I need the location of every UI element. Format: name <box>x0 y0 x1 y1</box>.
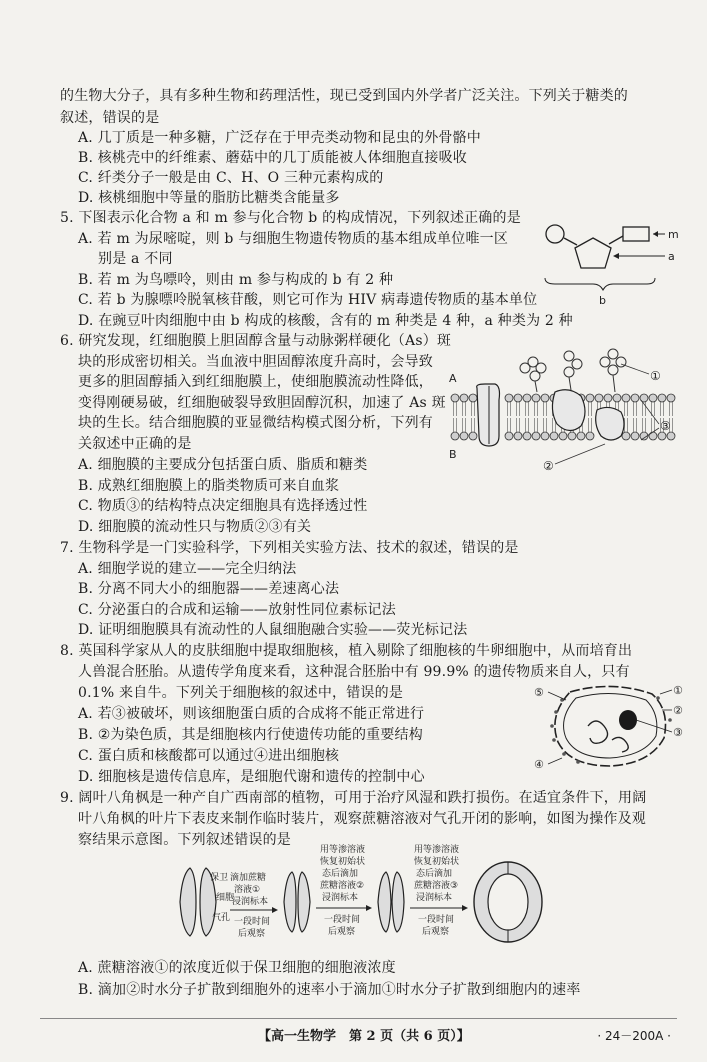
q5-option-b: B. 若 m 为鸟嘌呤，则由 m 参与构成的 b 有 2 种 <box>78 272 394 288</box>
phospholipid-head <box>568 432 576 440</box>
phospholipid-head <box>658 394 666 402</box>
q9-option-b: B. 滴加②时水分子扩散到细胞外的速率小于滴加①时水分子扩散到细胞内的速率 <box>78 982 581 998</box>
q4-option-a: A. 几丁质是一种多糖，广泛存在于甲壳类动物和昆虫的外骨骼中 <box>78 130 482 146</box>
q8-stem-line3: 0.1% 来自牛。下列关于细胞核的叙述中，错误的是 <box>78 685 404 701</box>
step2-line2: 恢复初始状 <box>320 857 366 867</box>
q9-stem-line1: 9. 阔叶八角枫是一种产自广西南部的植物，可用于治疗风湿和跌打损伤。在适宜条件下，用阔 <box>60 790 647 806</box>
phospholipid-head <box>451 394 459 402</box>
step1-line1: 滴加蔗糖 <box>230 873 267 883</box>
q7-stem: 7. 生物科学是一门实验科学，下列相关实验方法、技术的叙述，错误的是 <box>60 540 519 556</box>
q4-stem-line1: 的生物大分子，具有多种生物和药理活性，现已受到国内外学者广泛关注。下列关于糖类的 <box>60 88 628 104</box>
footer-page-info: 【高一生物学 第 2 页（共 6 页）】 <box>258 1029 470 1044</box>
q6-option-b: B. 成熟红细胞膜上的脂类物质可来自血浆 <box>78 478 340 494</box>
phospholipid-head <box>505 432 513 440</box>
q6-stem-line6: 关叙述中正确的是 <box>78 436 192 452</box>
label-xibao: 细胞 <box>216 893 235 903</box>
q7-option-c: C. 分泌蛋白的合成和运输——放射性同位素标记法 <box>78 602 396 618</box>
q5-stem: 5. 下图表示化合物 a 和 m 参与化合物 b 的构成情况，下列叙述正确的是 <box>60 210 521 226</box>
footer-exam-code: · 24－200A · <box>597 1029 671 1043</box>
q5-option-d: D. 在豌豆叶肉细胞中由 b 构成的核酸，含有的 m 种类是 4 种，a 种类为 2 种 <box>78 313 573 329</box>
phospholipid-head <box>523 432 531 440</box>
phospholipid-head <box>649 394 657 402</box>
phospholipid-head <box>550 432 558 440</box>
q9-option-a: A. 蔗糖溶液①的浓度近似于保卫细胞的细胞液浓度 <box>78 960 396 976</box>
step2-line3: 态后滴加 <box>322 869 359 879</box>
phospholipid-head <box>514 432 522 440</box>
q6-option-a: A. 细胞膜的主要成分包括蛋白质、脂质和糖类 <box>78 457 368 473</box>
q6-stem-line2: 块的形成密切相关。当血液中胆固醇浓度升高时，会导致 <box>78 354 433 370</box>
phospholipid-head <box>649 432 657 440</box>
label-qikong: 气孔 <box>212 913 231 923</box>
stomata-experiment-diagram <box>170 840 550 950</box>
label-2: ② <box>673 704 683 717</box>
step2-line1: 用等渗溶液 <box>320 845 366 855</box>
q8-option-d: D. 细胞核是遗传信息库，是细胞代谢和遗传的控制中心 <box>78 769 425 785</box>
phospholipid-head <box>469 394 477 402</box>
q4-stem-line2: 叙述，错误的是 <box>60 110 160 126</box>
phospholipid-head <box>559 432 567 440</box>
step1-line2: 溶液① <box>234 885 261 895</box>
phospholipid-head <box>532 394 540 402</box>
phospholipid-head <box>595 394 603 402</box>
cell-membrane-diagram <box>445 340 685 475</box>
q5-option-a-line1: A. 若 m 为尿嘧啶，则 b 与细胞生物遗传物质的基本组成单位唯一区 <box>78 231 509 247</box>
label-b: b <box>599 294 606 307</box>
q8-option-c: C. 蛋白质和核酸都可以通过④进出细胞核 <box>78 748 340 764</box>
label-1: ① <box>650 369 661 383</box>
label-baowei: 保卫 <box>210 873 229 883</box>
q4-option-d: D. 核桃细胞中等量的脂肪比糖类含能量多 <box>78 190 340 206</box>
phospholipid-head <box>460 394 468 402</box>
nucleotide-diagram <box>535 218 685 308</box>
q6-stem-line3: 更多的胆固醇插入到红细胞膜上，使细胞膜流动性降低， <box>78 374 433 390</box>
q6-option-d: D. 细胞膜的流动性只与物质②③有关 <box>78 519 312 535</box>
time2-line2: 后观察 <box>328 927 356 937</box>
q4-option-b: B. 核桃壳中的纤维素、蘑菇中的几丁质能被人体细胞直接吸收 <box>78 150 467 166</box>
footer-divider <box>40 1018 677 1019</box>
step3-line4: 蔗糖溶液③ <box>414 881 459 891</box>
phospholipid-head <box>451 432 459 440</box>
q6-stem-line4: 变得刚硬易破，红细胞破裂导致胆固醇沉积，加速了 As 斑 <box>78 395 446 411</box>
phospholipid-head <box>622 432 630 440</box>
step3-line5: 浸润标本 <box>416 893 453 903</box>
label-2: ② <box>543 459 554 473</box>
step2-line5: 浸润标本 <box>322 893 359 903</box>
q7-option-d: D. 证明细胞膜具有流动性的人鼠细胞融合实验——荧光标记法 <box>78 622 468 638</box>
phospholipid-head <box>523 394 531 402</box>
phospholipid-head <box>622 394 630 402</box>
q9-stem-line3: 察结果示意图。下列叙述错误的是 <box>78 832 291 848</box>
q6-stem-line1: 6. 研究发现，红细胞膜上胆固醇含量与动脉粥样硬化（As）斑 <box>60 333 452 349</box>
step2-line4: 蔗糖溶液② <box>320 881 365 891</box>
label-side-a: A <box>449 372 457 385</box>
step1-line3: 浸润标本 <box>232 897 269 907</box>
phospholipid-head <box>514 394 522 402</box>
phospholipid-head <box>469 432 477 440</box>
label-3: ③ <box>673 726 683 739</box>
phospholipid-head <box>658 432 666 440</box>
nucleus-diagram <box>532 680 687 770</box>
phospholipid-head <box>631 432 639 440</box>
time3-line2: 后观察 <box>422 927 450 937</box>
phospholipid-head <box>505 394 513 402</box>
phospholipid-head <box>541 394 549 402</box>
phospholipid-head <box>577 432 585 440</box>
time1-line1: 一段时间 <box>234 917 271 927</box>
q8-stem-line2: 人兽混合胚胎。从遗传学角度来看，这种混合胚胎中有 99.9% 的遗传物质来自人，只有 <box>78 664 630 680</box>
q8-option-b: B. ②为染色质，其是细胞核内行使遗传功能的重要结构 <box>78 727 423 743</box>
label-4: ④ <box>534 758 544 770</box>
phospholipid-head <box>460 432 468 440</box>
phospholipid-head <box>586 432 594 440</box>
q7-option-b: B. 分离不同大小的细胞器——差速离心法 <box>78 581 340 597</box>
time1-line2: 后观察 <box>238 929 266 939</box>
q8-option-a: A. 若③被破坏，则该细胞蛋白质的合成将不能正常进行 <box>78 706 425 722</box>
time3-line1: 一段时间 <box>418 915 455 925</box>
step3-line2: 恢复初始状 <box>414 857 460 867</box>
label-3: ③ <box>660 419 671 433</box>
phospholipid-head <box>667 432 675 440</box>
label-1: ① <box>673 684 683 697</box>
q9-stem-line2: 叶八角枫的叶片下表皮来制作临时装片，观察蔗糖溶液对气孔开闭的影响，如图为操作及观 <box>78 811 646 827</box>
step3-line3: 态后滴加 <box>416 869 453 879</box>
label-5: ⑤ <box>534 686 544 699</box>
q4-option-c: C. 纤类分子一般是由 C、H、O 三种元素构成的 <box>78 170 384 186</box>
q6-option-c: C. 物质③的结构特点决定细胞具有选择透过性 <box>78 498 368 514</box>
q5-option-c: C. 若 b 为腺嘌呤脱氧核苷酸，则它可作为 HIV 病毒遗传物质的基本单位 <box>78 292 538 308</box>
label-a: a <box>668 250 675 263</box>
phospholipid-head <box>586 394 594 402</box>
label-m: m <box>668 228 679 241</box>
time2-line1: 一段时间 <box>324 915 361 925</box>
q5-option-a-line2: 别是 a 不同 <box>98 251 173 267</box>
phospholipid-head <box>604 394 612 402</box>
q6-stem-line5: 块的生长。结合细胞膜的亚显微结构模式图分析，下列有 <box>78 415 433 431</box>
phospholipid-head <box>631 394 639 402</box>
q8-stem-line1: 8. 英国科学家从人的皮肤细胞中提取细胞核，植入剔除了细胞核的牛卵细胞中，从而培育出 <box>60 643 633 659</box>
step3-line1: 用等渗溶液 <box>414 845 460 855</box>
phospholipid-head <box>541 432 549 440</box>
label-side-b: B <box>449 448 457 461</box>
q7-option-a: A. 细胞学说的建立——完全归纳法 <box>78 561 297 577</box>
phospholipid-head <box>532 432 540 440</box>
phospholipid-head <box>613 394 621 402</box>
phospholipid-head <box>667 394 675 402</box>
